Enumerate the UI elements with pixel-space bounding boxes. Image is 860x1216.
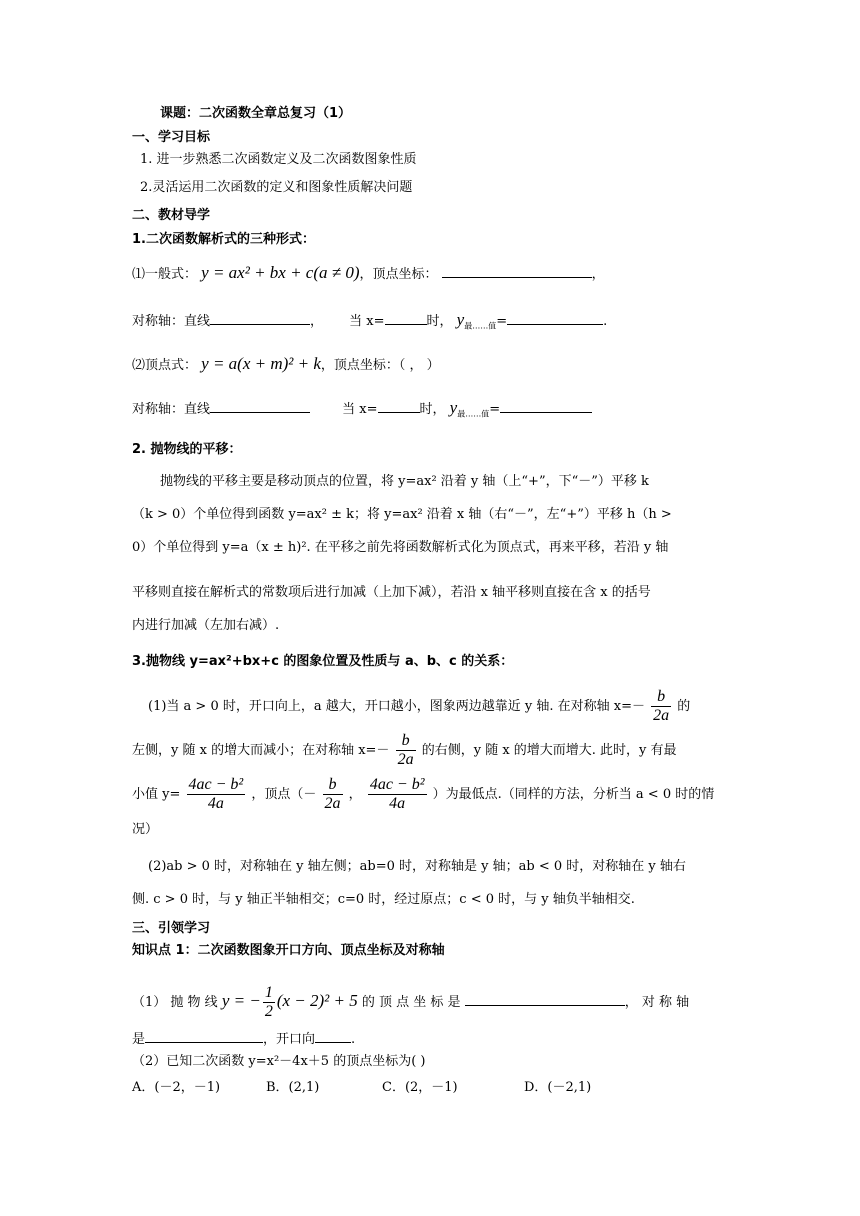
translation-para-l3: 0）个单位得到 y=a（x ± h)². 在平移之前先将函数解析式化为顶点式，再来平移，若沿 y 轴 xyxy=(132,540,669,555)
option-b: B．(2,1) xyxy=(266,1080,320,1095)
blank-q1-open[interactable] xyxy=(315,1028,351,1043)
fraction-min-value xyxy=(368,776,427,813)
relation-para-l2 xyxy=(132,732,677,769)
fraction-b-2a xyxy=(323,776,343,813)
q1-text-b: 的 顶 点 坐 标 是 xyxy=(361,995,461,1010)
frac-num: b xyxy=(323,776,343,795)
frac-num: 1 xyxy=(264,984,273,1001)
q1-text-a: （1） 抛 物 线 xyxy=(132,995,218,1010)
q1-text-f: . xyxy=(351,1032,356,1047)
y-symbol: y xyxy=(456,310,465,329)
frac-num: b xyxy=(396,732,416,751)
y-symbol: y xyxy=(449,398,458,417)
frac-den: 2a xyxy=(397,751,414,768)
translation-para-l1: 抛物线的平移主要是移动顶点的位置，将 y=ax² 沿着 y 轴（上“+”，下“－”）平移 k xyxy=(160,474,649,489)
q1-formula-y: y = − xyxy=(221,991,261,1010)
axis-label: 对称轴：直线 xyxy=(132,314,211,329)
page-title: 课题：二次函数全章总复习（1） xyxy=(160,106,352,121)
section-3-heading: 三、引领学习 xyxy=(132,921,211,936)
subheading-translation: 2. 抛物线的平移： xyxy=(132,442,242,457)
subheading-relation: 3.抛物线 y=ax²+bx+c 的图象位置及性质与 a、b、c 的关系： xyxy=(132,654,514,669)
frac-den: 2a xyxy=(324,795,341,812)
general-form-label: ⑴一般式： xyxy=(132,267,198,282)
section-2-heading: 二、教材导学 xyxy=(132,208,211,223)
blank-q1-axis[interactable] xyxy=(145,1028,263,1043)
shi-label: 时， xyxy=(419,402,446,417)
question-1-line-2 xyxy=(132,1028,355,1050)
frac-den: 2a xyxy=(653,707,670,724)
blank-q1-vertex[interactable] xyxy=(465,991,625,1006)
goal-item-2: 2.灵活运用二次函数的定义和图象性质解决问题 xyxy=(140,180,413,195)
subheading-forms: 1.二次函数解析式的三种形式： xyxy=(132,232,315,247)
blank-axis-1[interactable] xyxy=(210,310,310,325)
relation-para-l3 xyxy=(132,776,714,813)
vertex-form-formula: y = a(x + m)² + k xyxy=(201,354,321,373)
relation-text-3c: ， xyxy=(348,787,362,802)
fraction-b-2a xyxy=(396,732,416,769)
relation-text-3a: 小值 y= xyxy=(132,787,181,802)
eq-sign: = xyxy=(496,314,508,329)
knowledge-point-1: 知识点 1：二次函数图象开口方向、顶点坐标及对称轴 xyxy=(132,943,445,958)
frac-num: 4ac − b² xyxy=(188,776,244,793)
blank-extreme-2[interactable] xyxy=(500,398,592,413)
relation-text-2a: 左侧，y 随 x 的增大而减小；在对称轴 x=－ xyxy=(132,743,390,758)
fraction-half xyxy=(263,984,275,1021)
question-1-line-1 xyxy=(132,984,689,1021)
translation-para-l2: （k > 0）个单位得到函数 y=ax² ± k；将 y=ax² 沿着 x 轴（右“－”，左“+”）平移 h（h > xyxy=(132,507,672,522)
shi-label: 时， xyxy=(426,314,453,329)
q1-text-e: ，开口向 xyxy=(263,1032,316,1047)
relation-para-l1 xyxy=(148,688,690,725)
blank-x-1[interactable] xyxy=(385,310,427,325)
eq-sign: = xyxy=(489,402,501,417)
vertex-form-label: ⑵顶点式： xyxy=(132,358,198,373)
when-x-label: 当 x= xyxy=(342,402,378,417)
option-d: D．(－2,1) xyxy=(524,1080,592,1095)
relation-text-3d: ）为最低点.（同样的方法，分析当 a < 0 时的情 xyxy=(432,787,715,802)
translation-para-l4: 平移则直接在解析式的常数项后进行加减（上加下减），若沿 x 轴平移则直接在含 x 的括号 xyxy=(132,585,651,600)
vertex-form-vertex: ，顶点坐标：（ ， ） xyxy=(320,358,440,373)
frac-den: 2 xyxy=(264,1003,273,1020)
fraction-min-value xyxy=(187,776,246,813)
translation-para-l5: 内进行加减（左加右减）. xyxy=(132,618,280,633)
frac-num: 4ac − b² xyxy=(369,776,425,793)
axis-label: 对称轴：直线 xyxy=(132,402,211,417)
vertex-label: ，顶点坐标： xyxy=(359,267,438,282)
option-c: C．(2，－1) xyxy=(382,1080,458,1095)
goal-item-1: 1. 进一步熟悉二次函数定义及二次函数图象性质 xyxy=(140,152,417,167)
frac-den: 4a xyxy=(207,795,224,812)
frac-num: b xyxy=(651,688,671,707)
blank-x-2[interactable] xyxy=(378,398,420,413)
general-form-line: ⑴一般式： y = ax² + bx + c(a ≠ 0)，顶点坐标： ， xyxy=(132,263,605,282)
vertex-form-line xyxy=(132,354,440,376)
when-x-label: 当 x= xyxy=(349,314,385,329)
relation-text-3b: ，顶点（－ xyxy=(251,787,317,802)
q1-formula-rest: (x − 2)² + 5 xyxy=(276,991,358,1010)
q1-text-c: ， 对 称 轴 xyxy=(624,995,690,1010)
question-2: （2）已知二次函数 y=x²－4x＋5 的顶点坐标为( ) xyxy=(132,1054,426,1069)
option-a: A．(－2，－1) xyxy=(132,1080,221,1095)
relation2-l1: (2)ab > 0 时，对称轴在 y 轴左侧；ab=0 时，对称轴是 y 轴；ab < 0 时，对称轴在 y 轴右 xyxy=(148,859,686,874)
y-subscript: 最……值 xyxy=(457,409,490,419)
blank-extreme-1[interactable] xyxy=(507,310,603,325)
frac-den: 4a xyxy=(389,795,406,812)
axis-line-1: 对称轴：直线 ， 当 x= 时， $y_{最\dots\dots 值}=$ . xyxy=(132,310,608,331)
section-1-heading: 一、学习目标 xyxy=(132,130,211,145)
relation-text-2b: 的右侧，y 随 x 的增大而增大. 此时，y 有最 xyxy=(421,743,677,758)
blank-vertex-1[interactable] xyxy=(442,263,592,278)
fraction-b-2a xyxy=(651,688,671,725)
general-form-formula: y = ax² + bx + c(a ≠ 0) xyxy=(201,263,360,282)
relation2-l2: 侧. c > 0 时，与 y 轴正半轴相交；c=0 时，经过原点；c < 0 时，与 y 轴负半轴相交. xyxy=(132,892,635,907)
relation-text-1b: 的 xyxy=(677,699,691,714)
relation-text-1a: (1)当 a > 0 时，开口向上，a 越大，开口越小，图象两边越靠近 y 轴. 在对称轴 x=－ xyxy=(148,699,645,714)
relation-para-l4: 况） xyxy=(132,822,159,837)
q1-text-d: 是 xyxy=(132,1032,146,1047)
blank-axis-2[interactable] xyxy=(210,398,310,413)
y-subscript: 最……值 xyxy=(464,321,497,331)
axis-line-2 xyxy=(132,398,592,425)
